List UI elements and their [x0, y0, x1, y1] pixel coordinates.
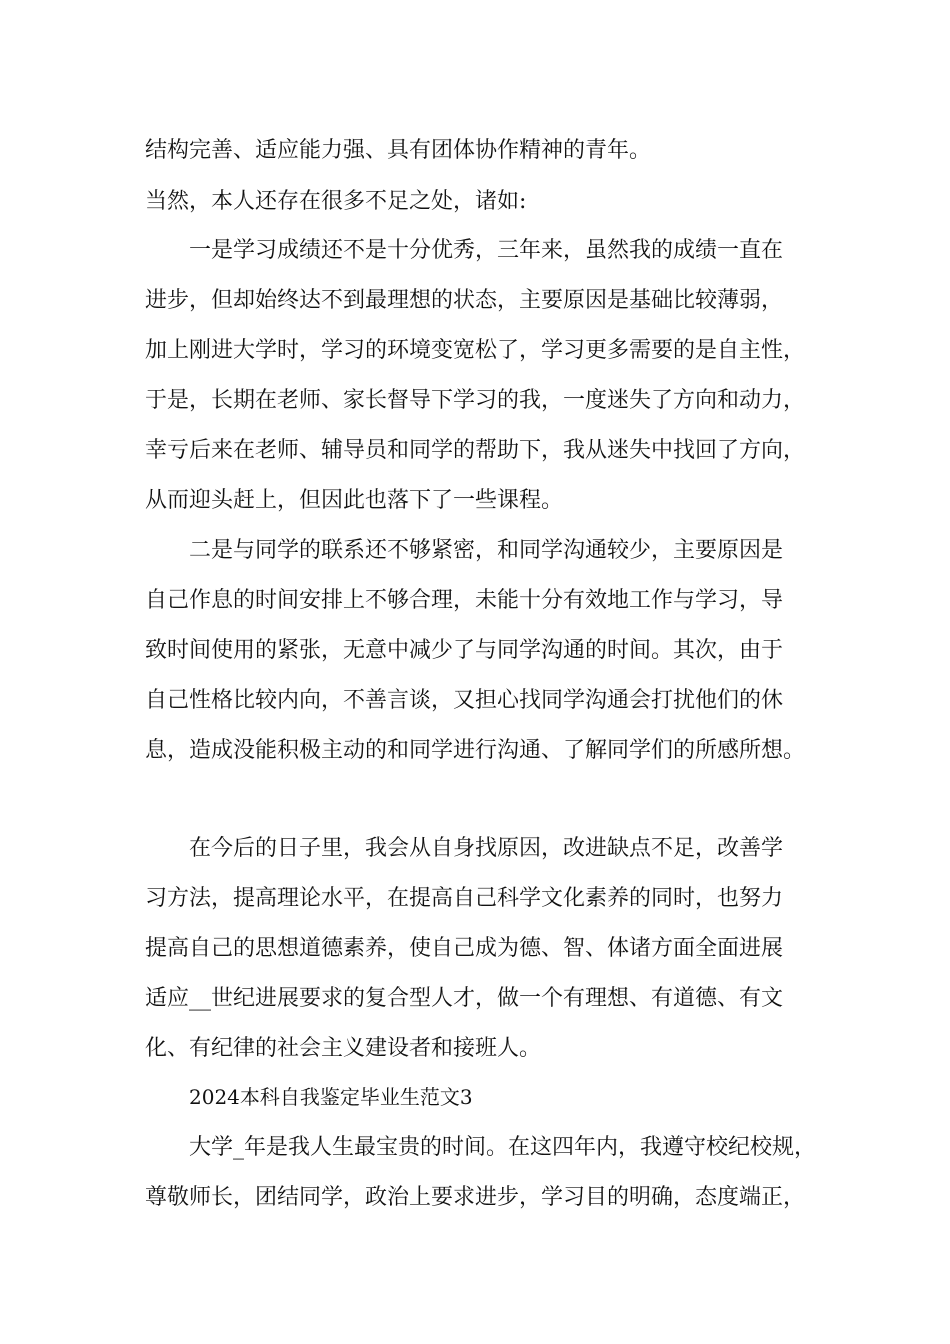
text-line: 加上刚进大学时，学习的环境变宽松了，学习更多需要的是自主性，	[145, 338, 806, 363]
text-line: 息，造成没能积极主动的和同学进行沟通、了解同学们的所感所想。	[145, 738, 806, 763]
paragraph-first-line: 一是学习成绩还不是十分优秀，三年来，虽然我的成绩一直在	[189, 238, 784, 263]
text-line: 自己性格比较内向，不善言谈，又担心找同学沟通会打扰他们的休	[145, 688, 784, 713]
text-line: 提高自己的思想道德素养，使自己成为德、智、体诸方面全面进展	[145, 936, 784, 961]
text-line: 幸亏后来在老师、辅导员和同学的帮助下，我从迷失中找回了方向，	[145, 438, 806, 463]
section-heading: 2024本科自我鉴定毕业生范文3	[189, 1085, 473, 1109]
paragraph-first-line: 二是与同学的联系还不够紧密，和同学沟通较少，主要原因是	[189, 538, 784, 563]
text-line: 化、有纪律的社会主义建设者和接班人。	[145, 1036, 542, 1061]
text-line: 结构完善、适应能力强、具有团体协作精神的青年。	[145, 138, 652, 163]
text-line: 尊敬师长，团结同学，政治上要求进步，学习目的明确，态度端正，	[145, 1185, 806, 1210]
text-line: 致时间使用的紧张，无意中减少了与同学沟通的时间。其次，由于	[145, 638, 784, 663]
text-line: 适应__世纪进展要求的复合型人才，做一个有理想、有道德、有文	[145, 986, 784, 1011]
paragraph-first-line: 大学_年是我人生最宝贵的时间。在这四年内，我遵守校纪校规，	[189, 1135, 817, 1160]
text-line: 进步，但却始终达不到最理想的状态，主要原因是基础比较薄弱，	[145, 288, 784, 313]
text-line: 自己作息的时间安排上不够合理，未能十分有效地工作与学习，导	[145, 588, 784, 613]
text-line: 从而迎头赶上，但因此也落下了一些课程。	[145, 488, 564, 513]
text-line: 习方法，提高理论水平，在提高自己科学文化素养的同时，也努力	[145, 886, 784, 911]
text-line: 于是，长期在老师、家长督导下学习的我，一度迷失了方向和动力，	[145, 388, 806, 413]
text-line: 当然，本人还存在很多不足之处，诸如:	[145, 189, 527, 214]
paragraph-first-line: 在今后的日子里，我会从自身找原因，改进缺点不足，改善学	[189, 836, 784, 861]
